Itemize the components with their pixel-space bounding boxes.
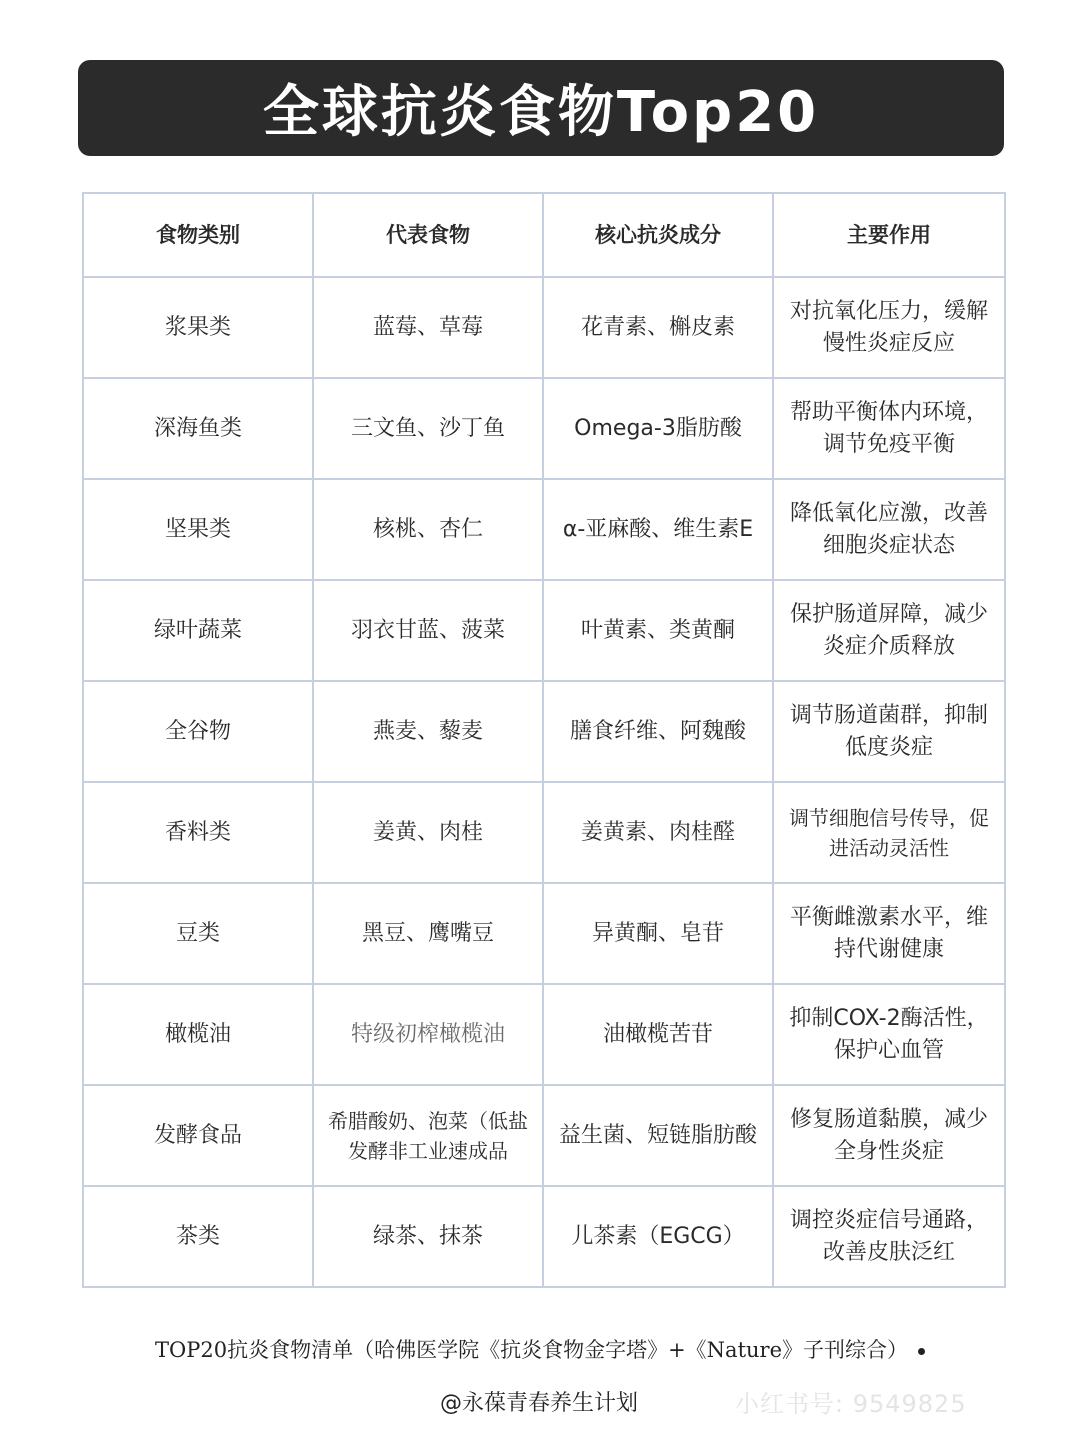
cell-food: 特级初榨橄榄油 (313, 984, 543, 1085)
cell-food: 黑豆、鹰嘴豆 (313, 883, 543, 984)
table-row (83, 378, 1005, 479)
page-title: 全球抗炎食物Top20 (262, 80, 820, 145)
cell-food: 燕麦、藜麦 (313, 681, 543, 782)
cell-component: Omega-3脂肪酸 (543, 378, 773, 479)
table-row (83, 1085, 1005, 1186)
author-handle: @永葆青春养生计划 (440, 1391, 639, 1416)
cell-effect: 帮助平衡体内环境，调节免疫平衡 (773, 378, 1005, 479)
cell-food: 三文鱼、沙丁鱼 (313, 378, 543, 479)
table-row (83, 1186, 1005, 1287)
cell-effect: 对抗氧化压力，缓解慢性炎症反应 (773, 277, 1005, 378)
cell-food: 羽衣甘蓝、菠菜 (313, 580, 543, 681)
cell-category: 豆类 (83, 883, 313, 984)
cell-category: 全谷物 (83, 681, 313, 782)
cell-component: 膳食纤维、阿魏酸 (543, 681, 773, 782)
cell-category: 橄榄油 (83, 984, 313, 1085)
table-row (83, 580, 1005, 681)
table-row (83, 277, 1005, 378)
table-header-row (83, 193, 1005, 277)
table-row (83, 883, 1005, 984)
cell-food: 姜黄、肉桂 (313, 782, 543, 883)
cell-component: 花青素、槲皮素 (543, 277, 773, 378)
table-row (83, 782, 1005, 883)
cell-effect: 调节肠道菌群，抑制低度炎症 (773, 681, 1005, 782)
cell-effect: 降低氧化应激，改善细胞炎症状态 (773, 479, 1005, 580)
cell-food: 核桃、杏仁 (313, 479, 543, 580)
cell-category: 深海鱼类 (83, 378, 313, 479)
cell-effect: 修复肠道黏膜，减少全身性炎症 (773, 1085, 1005, 1186)
header-core-component: 核心抗炎成分 (543, 193, 773, 277)
cell-effect: 保护肠道屏障，减少炎症介质释放 (773, 580, 1005, 681)
cell-category: 茶类 (83, 1186, 313, 1287)
title-banner (78, 60, 1004, 156)
cell-component: 叶黄素、类黄酮 (543, 580, 773, 681)
cell-category: 发酵食品 (83, 1085, 313, 1186)
cell-food: 希腊酸奶、泡菜（低盐发酵非工业速成品 (313, 1085, 543, 1186)
cell-component: 儿茶素（EGCG） (543, 1186, 773, 1287)
source-note-text: TOP20抗炎食物清单（哈佛医学院《抗炎食物金字塔》+《Nature》子刊综合） (155, 1338, 908, 1362)
cell-component: 油橄榄苦苷 (543, 984, 773, 1085)
table-row (83, 984, 1005, 1085)
header-representative-food: 代表食物 (313, 193, 543, 277)
source-note (0, 1334, 1080, 1364)
cell-category: 绿叶蔬菜 (83, 580, 313, 681)
bullet-dot-icon (918, 1348, 925, 1355)
cell-component: α-亚麻酸、维生素E (543, 479, 773, 580)
cell-effect: 调控炎症信号通路，改善皮肤泛红 (773, 1186, 1005, 1287)
cell-effect: 抑制COX-2酶活性，保护心血管 (773, 984, 1005, 1085)
cell-component: 异黄酮、皂苷 (543, 883, 773, 984)
cell-component: 益生菌、短链脂肪酸 (543, 1085, 773, 1186)
cell-effect: 平衡雌激素水平，维持代谢健康 (773, 883, 1005, 984)
header-food-category: 食物类别 (83, 193, 313, 277)
table-row (83, 681, 1005, 782)
table-row (83, 479, 1005, 580)
cell-component: 姜黄素、肉桂醛 (543, 782, 773, 883)
watermark: 小红书号: 9549825 (735, 1390, 967, 1418)
cell-category: 坚果类 (83, 479, 313, 580)
anti-inflammatory-food-table (82, 192, 1006, 1288)
cell-food: 蓝莓、草莓 (313, 277, 543, 378)
header-main-effect: 主要作用 (773, 193, 1005, 277)
cell-category: 香料类 (83, 782, 313, 883)
cell-effect: 调节细胞信号传导，促进活动灵活性 (773, 782, 1005, 883)
cell-category: 浆果类 (83, 277, 313, 378)
cell-food: 绿茶、抹茶 (313, 1186, 543, 1287)
